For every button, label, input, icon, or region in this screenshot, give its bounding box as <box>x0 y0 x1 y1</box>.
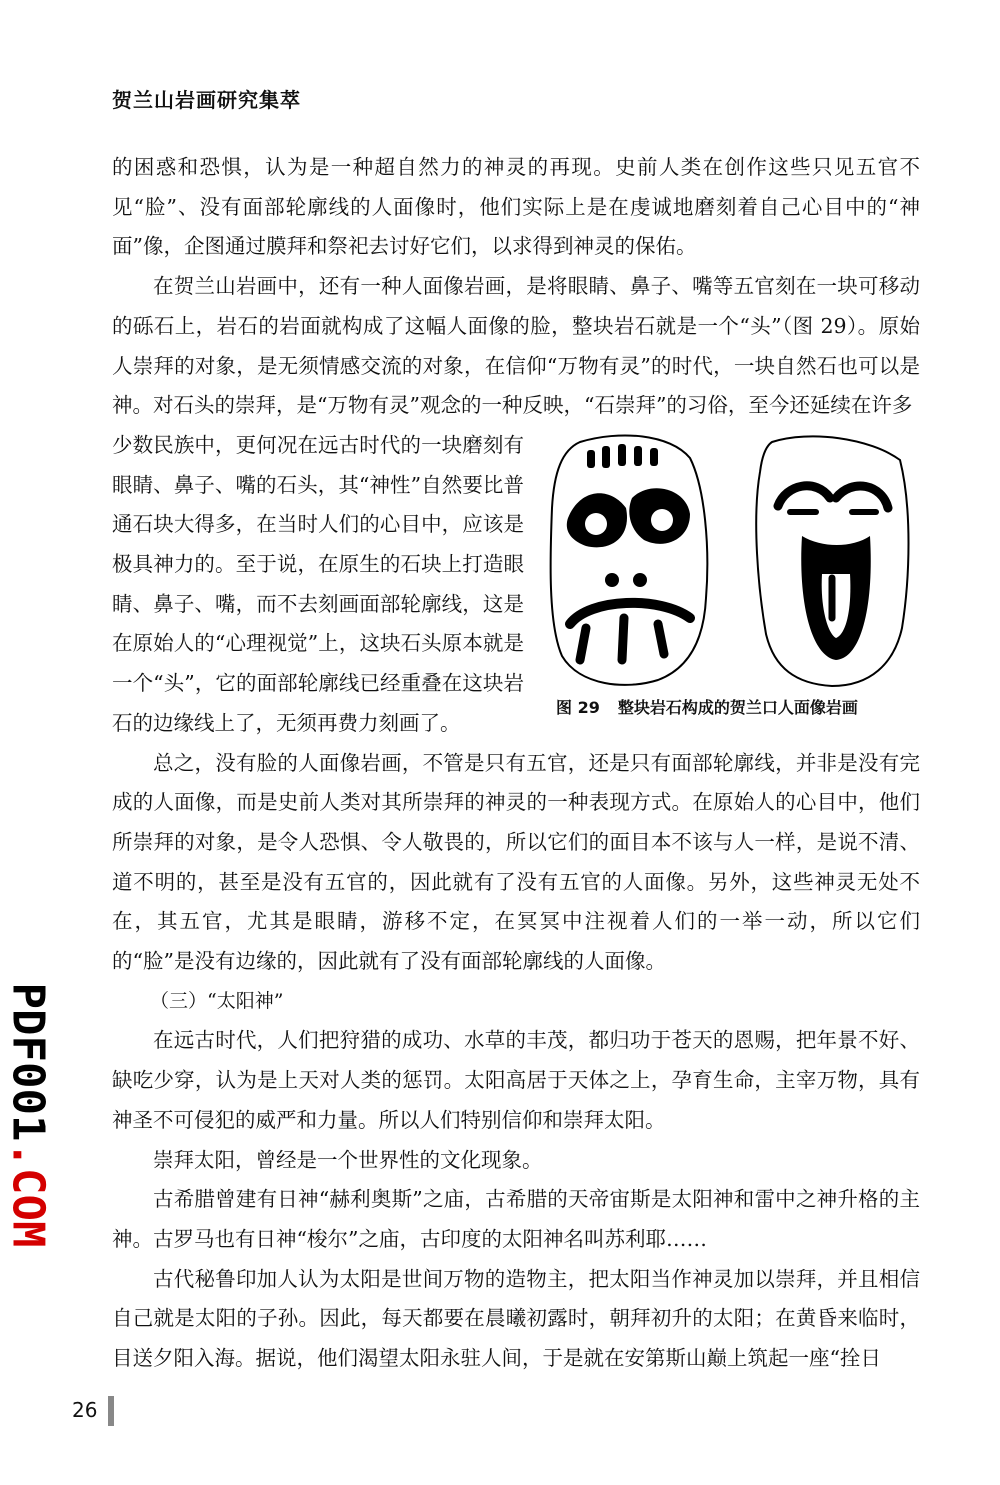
paragraph: 古代秘鲁印加人认为太阳是世间万物的造物主，把太阳当作神灵加以崇拜，并且相信自己就是太阳的子孙。因此，每天都要在晨曦初露时，朝拜初升的太阳；在黄昏来临时，目送夕阳入海。据说，他们渴望太阳永驻人间，于是就在安第斯山巅上筑起一座“拴日 <box>112 1266 920 1371</box>
running-header: 贺兰山岩画研究集萃 <box>112 88 301 112</box>
paragraph-wrapped: 少数民族中，更何况在远古时代的一块磨刻有眼睛、鼻子、嘴的石头，其“神性”自然要比普通石块大得多，在当时人们的心目中，应该是极具神力的。至于说，在原生的石块上打造眼睛、鼻子、嘴，而不去刻画面部轮廓线，这是在原始人的“心理视觉”上，这块石头原本就是一个“头”，它的面部轮廓线已经重叠在这块岩石的边缘线上了，无须再费力刻画了。 <box>112 432 524 735</box>
watermark <box>2 982 54 1248</box>
right-stone-face <box>756 436 908 686</box>
paragraph: 在远古时代，人们把狩猎的成功、水草的丰茂，都归功于苍天的恩赐，把年景不好、缺吃少穿，认为是上天对人类的惩罚。太阳高居于天体之上，孕育生命，主宰万物，具有神圣不可侵犯的威严和力量。所以人们特别信仰和崇拜太阳。 <box>112 1028 920 1132</box>
figure-caption <box>556 695 858 718</box>
rock-art-illustration <box>540 428 920 698</box>
paragraph: 总之，没有脸的人面像岩画，不管是只有五官，还是只有面部轮廓线，并非是没有完成的人面像，而是史前人类对其所崇拜的神灵的一种表现方式。在原始人的心目中，他们所崇拜的对象，是令人恐惧、令人敬畏的，所以它们的面目本不该与人一样，是说不清、道不明的，甚至是没有五官的，因此就有了没有五官的人面像。另外，这些神灵无处不在，其五官，尤其是眼睛，游移不定，在冥冥中注视着人们的一举一动，所以它们的“脸”是没有边缘的，因此就有了没有面部轮廓线的人面像。 <box>112 750 920 974</box>
paragraph: 在贺兰山岩画中，还有一种人面像岩画，是将眼睛、鼻子、嘴等五官刻在一块可移动的砾石上，岩石的岩面就构成了这幅人面像的脸，整块岩石就是一个“头”（图 29）。原始人崇拜的对象，是无须情感交流的对象，在信仰“万物有灵”的时代，一块自然石也可以是神。对石头的崇拜，是“万物有灵”观念的一种反映，“石崇拜”的习俗，至今还延续在许多 <box>112 274 920 418</box>
paragraph: 的困惑和恐惧，认为是一种超自然力的神灵的再现。史前人类在创作这些只见五官不见“脸”、没有面部轮廓线的人面像时，他们实际上是在虔诚地磨刻着自己心目中的“神面”像，企图通过膜拜和祭祀去讨好它们，以求得到神灵的保佑。 <box>112 155 920 259</box>
watermark-text <box>3 983 54 1248</box>
figure-29 <box>540 428 920 728</box>
main-text <box>112 148 920 1379</box>
page-number-bar <box>108 1396 114 1426</box>
paragraph: 崇拜太阳，曾经是一个世界性的文化现象。 <box>153 1147 543 1172</box>
figure-caption-text: 整块岩石构成的贺兰口人面像岩画 <box>617 698 858 717</box>
paragraph: 古希腊曾建有日神“赫利奥斯”之庙，古希腊的天帝宙斯是太阳神和雷中之神升格的主神。古罗马也有日神“梭尔”之庙，古印度的太阳神名叫苏利耶…… <box>112 1187 920 1251</box>
left-stone-face <box>551 435 708 684</box>
section-heading: （三）“太阳神” <box>150 989 284 1012</box>
page-number: 26 <box>72 1398 98 1422</box>
figure-number: 图 29 <box>556 698 600 717</box>
watermark-part1: PDF001 <box>2 982 54 1142</box>
watermark-part2: .COM <box>2 1141 54 1248</box>
